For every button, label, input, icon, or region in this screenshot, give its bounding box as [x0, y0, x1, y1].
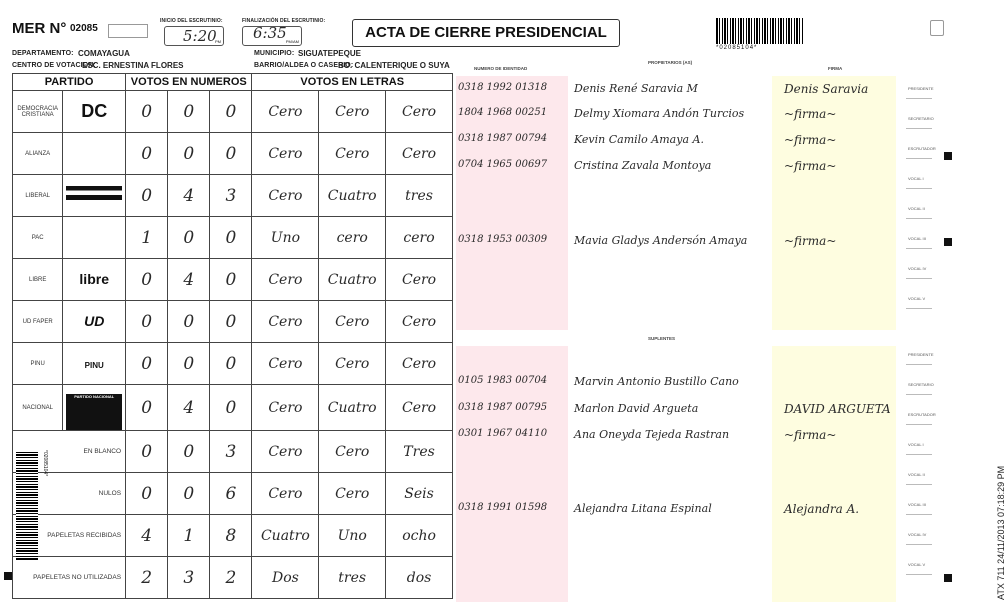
vote-word-cell: Cero	[252, 343, 319, 385]
member-id: 0704 1965 00697	[458, 159, 548, 170]
party-logo-text: UD	[84, 312, 105, 329]
party-logo	[63, 343, 126, 385]
role-label: VOCAL V	[908, 296, 926, 301]
inicio-ampm: PM	[215, 39, 221, 44]
final-value: 6:35	[253, 24, 287, 42]
role-divider	[906, 544, 932, 545]
vote-number-cell: 3	[168, 557, 210, 599]
vote-word-cell: tres	[319, 557, 386, 599]
total-label: NULOS	[13, 473, 126, 515]
party-name: LIBRE	[13, 259, 63, 301]
vote-number-cell: 0	[210, 343, 252, 385]
party-row	[13, 259, 453, 301]
party-row	[13, 175, 453, 217]
party-logo-text	[66, 186, 122, 200]
vote-word-cell: Cero	[252, 91, 319, 133]
corner-mark	[930, 20, 944, 36]
vote-number-cell: 0	[210, 91, 252, 133]
final-box	[242, 26, 302, 46]
vote-word-cell: Cero	[319, 91, 386, 133]
member-name: Ana Oneyda Tejeda Rastran	[574, 428, 730, 441]
mer-number: 02085	[70, 23, 98, 34]
party-logo	[63, 217, 126, 259]
col-letras: VOTOS EN LETRAS	[252, 74, 453, 91]
vote-word-cell: Dos	[252, 557, 319, 599]
departamento-value: COMAYAGUA	[78, 49, 130, 58]
member-signature: ~firma~	[784, 107, 837, 121]
vote-word-cell: Cero	[386, 343, 453, 385]
vote-word-cell: Cero	[386, 133, 453, 175]
vote-number-cell: 0	[126, 175, 168, 217]
party-name: NACIONAL	[13, 385, 63, 431]
vote-word-cell: Seis	[386, 473, 453, 515]
vote-word-cell: Cero	[252, 301, 319, 343]
col-partido: PARTIDO	[13, 74, 126, 91]
role-label: VOCAL V	[908, 562, 926, 567]
vote-word-cell: Cero	[319, 133, 386, 175]
role-label: SECRETARIO	[908, 382, 934, 387]
members-section	[456, 60, 896, 608]
role-divider	[906, 128, 932, 129]
vote-word-cell: Cero	[319, 431, 386, 473]
vote-word-cell: Cuatro	[252, 515, 319, 557]
role-divider	[906, 574, 932, 575]
role-label: VOCAL I	[908, 176, 924, 181]
role-divider	[906, 218, 932, 219]
vote-number-cell: 0	[126, 133, 168, 175]
member-name: Denis René Saravia M	[574, 82, 698, 95]
vote-number-cell: 4	[168, 385, 210, 431]
vote-number-cell: 8	[210, 515, 252, 557]
vote-number-cell: 6	[210, 473, 252, 515]
vote-word-cell: Uno	[252, 217, 319, 259]
vote-number-cell: 1	[168, 515, 210, 557]
vote-number-cell: 0	[210, 301, 252, 343]
vote-number-cell: 3	[210, 175, 252, 217]
vertical-barcode-text: *02085104*	[42, 450, 48, 477]
vote-word-cell: Cero	[252, 473, 319, 515]
vote-word-cell: Cero	[319, 343, 386, 385]
firma-column-suplentes	[772, 346, 896, 602]
col-numeros: VOTOS EN NUMEROS	[126, 74, 252, 91]
member-id: 0318 1953 00309	[458, 234, 548, 245]
member-name: Cristina Zavala Montoya	[574, 159, 712, 172]
vote-number-cell: 0	[126, 473, 168, 515]
vote-number-cell: 0	[168, 217, 210, 259]
role-label: VOCAL II	[908, 472, 925, 477]
vote-number-cell: 0	[126, 431, 168, 473]
role-divider	[906, 248, 932, 249]
member-signature: ~firma~	[784, 428, 837, 442]
vote-number-cell: 4	[126, 515, 168, 557]
party-logo	[63, 259, 126, 301]
barcode	[716, 18, 804, 44]
vote-word-cell: dos	[386, 557, 453, 599]
centro-value: ESC. ERNESTINA FLORES	[82, 61, 184, 70]
role-divider	[906, 278, 932, 279]
vote-word-cell: Cero	[252, 259, 319, 301]
departamento-label: DEPARTAMENTO:	[12, 50, 74, 57]
party-row	[13, 133, 453, 175]
vote-number-cell: 2	[126, 557, 168, 599]
role-divider	[906, 308, 932, 309]
party-name: PAC	[13, 217, 63, 259]
role-label: ESCRUTADOR	[908, 412, 936, 417]
party-row	[13, 301, 453, 343]
party-row	[13, 91, 453, 133]
votes-table	[12, 73, 453, 599]
member-id: 0318 1987 00794	[458, 133, 548, 144]
final-ampm: PM/AM	[285, 39, 299, 44]
vote-word-cell: Tres	[386, 431, 453, 473]
vote-word-cell: ocho	[386, 515, 453, 557]
party-logo	[63, 175, 126, 217]
total-row	[13, 557, 453, 599]
party-name: UD FAPER	[13, 301, 63, 343]
party-logo	[63, 385, 126, 431]
vote-number-cell: 2	[210, 557, 252, 599]
vote-number-cell: 0	[210, 385, 252, 431]
final-label: FINALIZACIÓN DEL ESCRUTINIO:	[242, 18, 326, 24]
member-signature: Denis Saravia	[784, 82, 869, 96]
party-logo	[63, 301, 126, 343]
vote-word-cell: Cero	[252, 385, 319, 431]
vote-number-cell: 0	[126, 385, 168, 431]
vote-number-cell: 0	[210, 259, 252, 301]
mer-label: MER N°	[12, 20, 67, 37]
total-label: PAPELETAS NO UTILIZADAS	[13, 557, 126, 599]
barrio-value: BO. CALENTERIQUE O SUYA	[338, 61, 450, 70]
member-id: 0318 1987 00795	[458, 402, 548, 413]
barcode-text: *02085104*	[716, 45, 758, 51]
party-logo	[63, 91, 126, 133]
vote-number-cell: 0	[168, 473, 210, 515]
vote-word-cell: Cero	[319, 473, 386, 515]
member-signature: DAVID ARGUETA	[784, 402, 891, 416]
vote-word-cell: Cuatro	[319, 175, 386, 217]
total-row	[13, 431, 453, 473]
member-id: 0318 1992 01318	[458, 82, 548, 93]
suplentes-label: SUPLENTES	[648, 336, 676, 341]
vote-word-cell: Cero	[252, 175, 319, 217]
role-label: ESCRUTADOR	[908, 146, 936, 151]
party-logo-text: DC	[81, 101, 108, 121]
tse-logo	[108, 24, 148, 38]
member-name: Kevin Camilo Amaya A.	[574, 133, 704, 146]
vote-number-cell: 3	[210, 431, 252, 473]
role-label: VOCAL III	[908, 236, 926, 241]
inicio-value: 5:20	[183, 27, 217, 45]
vote-number-cell: 0	[168, 431, 210, 473]
member-signature: Alejandra A.	[784, 502, 860, 516]
vote-number-cell: 0	[126, 301, 168, 343]
role-divider	[906, 394, 932, 395]
party-logo-text: libre	[79, 270, 109, 287]
total-label: EN BLANCO	[13, 431, 126, 473]
party-name: LIBERAL	[13, 175, 63, 217]
party-name: ALIANZA	[13, 133, 63, 175]
vote-word-cell: Cuatro	[319, 385, 386, 431]
role-divider	[906, 188, 932, 189]
party-row	[13, 385, 453, 431]
col-name-label: PROPIETARIOS (AS)	[648, 60, 693, 65]
member-id: 0318 1991 01598	[458, 502, 548, 513]
party-name: DEMOCRACIA CRISTIANA	[13, 91, 63, 133]
col-firma-label: FIRMA	[828, 66, 843, 71]
party-logo	[63, 133, 126, 175]
centro-label: CENTRO DE VOTACION:	[12, 62, 96, 69]
vote-word-cell: Cero	[386, 385, 453, 431]
party-logo-text: PARTIDO NACIONAL	[66, 394, 122, 430]
document-title: ACTA DE CIERRE PRESIDENCIAL	[352, 19, 620, 47]
municipio-value: SIGUATEPEQUE	[298, 49, 361, 58]
role-label: VOCAL III	[908, 502, 926, 507]
registration-mark	[944, 238, 952, 246]
role-divider	[906, 454, 932, 455]
member-signature: ~firma~	[784, 159, 837, 173]
party-row	[13, 217, 453, 259]
total-row	[13, 515, 453, 557]
total-label: PAPELETAS RECIBIDAS	[13, 515, 126, 557]
vote-word-cell: Cero	[319, 301, 386, 343]
member-signature: ~firma~	[784, 234, 837, 248]
member-name: Marvin Antonio Bustillo Cano	[574, 375, 739, 388]
registration-mark	[4, 572, 12, 580]
party-logo-text: PINU	[84, 360, 104, 370]
registration-mark	[944, 574, 952, 582]
vote-word-cell: Cero	[252, 431, 319, 473]
vote-word-cell: cero	[319, 217, 386, 259]
vote-word-cell: Cuatro	[319, 259, 386, 301]
role-divider	[906, 364, 932, 365]
timestamp-stamp: ATX 711 24/11/2013 07:18:29 PM	[996, 465, 1006, 600]
municipio-label: MUNICIPIO:	[254, 50, 295, 57]
vote-word-cell: Uno	[319, 515, 386, 557]
vote-number-cell: 0	[210, 133, 252, 175]
role-label: VOCAL II	[908, 206, 925, 211]
vote-word-cell: Cero	[252, 133, 319, 175]
party-name: PINU	[13, 343, 63, 385]
vote-number-cell: 0	[126, 259, 168, 301]
member-name: Marlon David Argueta	[574, 402, 699, 415]
role-divider	[906, 484, 932, 485]
member-signature: ~firma~	[784, 133, 837, 147]
vote-number-cell: 0	[210, 217, 252, 259]
role-divider	[906, 424, 932, 425]
role-label: SECRETARIO	[908, 116, 934, 121]
barrio-label: BARRIO/ALDEA O CASERIO:	[254, 62, 354, 69]
vote-word-cell: tres	[386, 175, 453, 217]
vertical-barcode	[16, 450, 38, 560]
role-divider	[906, 514, 932, 515]
vote-number-cell: 0	[168, 91, 210, 133]
registration-mark	[944, 152, 952, 160]
member-name: Alejandra Litana Espinal	[574, 502, 712, 515]
vote-number-cell: 0	[168, 343, 210, 385]
vote-number-cell: 0	[168, 301, 210, 343]
inicio-label: INICIO DEL ESCRUTINIO:	[160, 18, 223, 24]
inicio-box	[164, 26, 224, 46]
member-name: Mavia Gladys Andersón Amaya	[574, 234, 748, 247]
vote-word-cell: Cero	[386, 259, 453, 301]
member-name: Delmy Xiomara Andón Turcios	[574, 107, 745, 120]
role-label: VOCAL I	[908, 442, 924, 447]
party-row	[13, 343, 453, 385]
vote-number-cell: 0	[168, 133, 210, 175]
vote-number-cell: 0	[126, 343, 168, 385]
member-id: 0301 1967 04110	[458, 428, 548, 439]
vote-number-cell: 1	[126, 217, 168, 259]
role-divider	[906, 158, 932, 159]
role-divider	[906, 98, 932, 99]
role-label: VOCAL IV	[908, 266, 927, 271]
member-id: 0105 1983 00704	[458, 375, 548, 386]
total-row	[13, 473, 453, 515]
vote-word-cell: Cero	[386, 301, 453, 343]
role-label: VOCAL IV	[908, 532, 927, 537]
col-id-label: NUMERO DE IDENTIDAD	[474, 66, 528, 71]
member-id: 1804 1968 00251	[458, 107, 548, 118]
vote-number-cell: 0	[126, 91, 168, 133]
vote-number-cell: 4	[168, 259, 210, 301]
vote-word-cell: Cero	[386, 91, 453, 133]
role-label: PRESIDENTE	[908, 352, 934, 357]
vote-number-cell: 4	[168, 175, 210, 217]
vote-word-cell: cero	[386, 217, 453, 259]
role-label: PRESIDENTE	[908, 86, 934, 91]
